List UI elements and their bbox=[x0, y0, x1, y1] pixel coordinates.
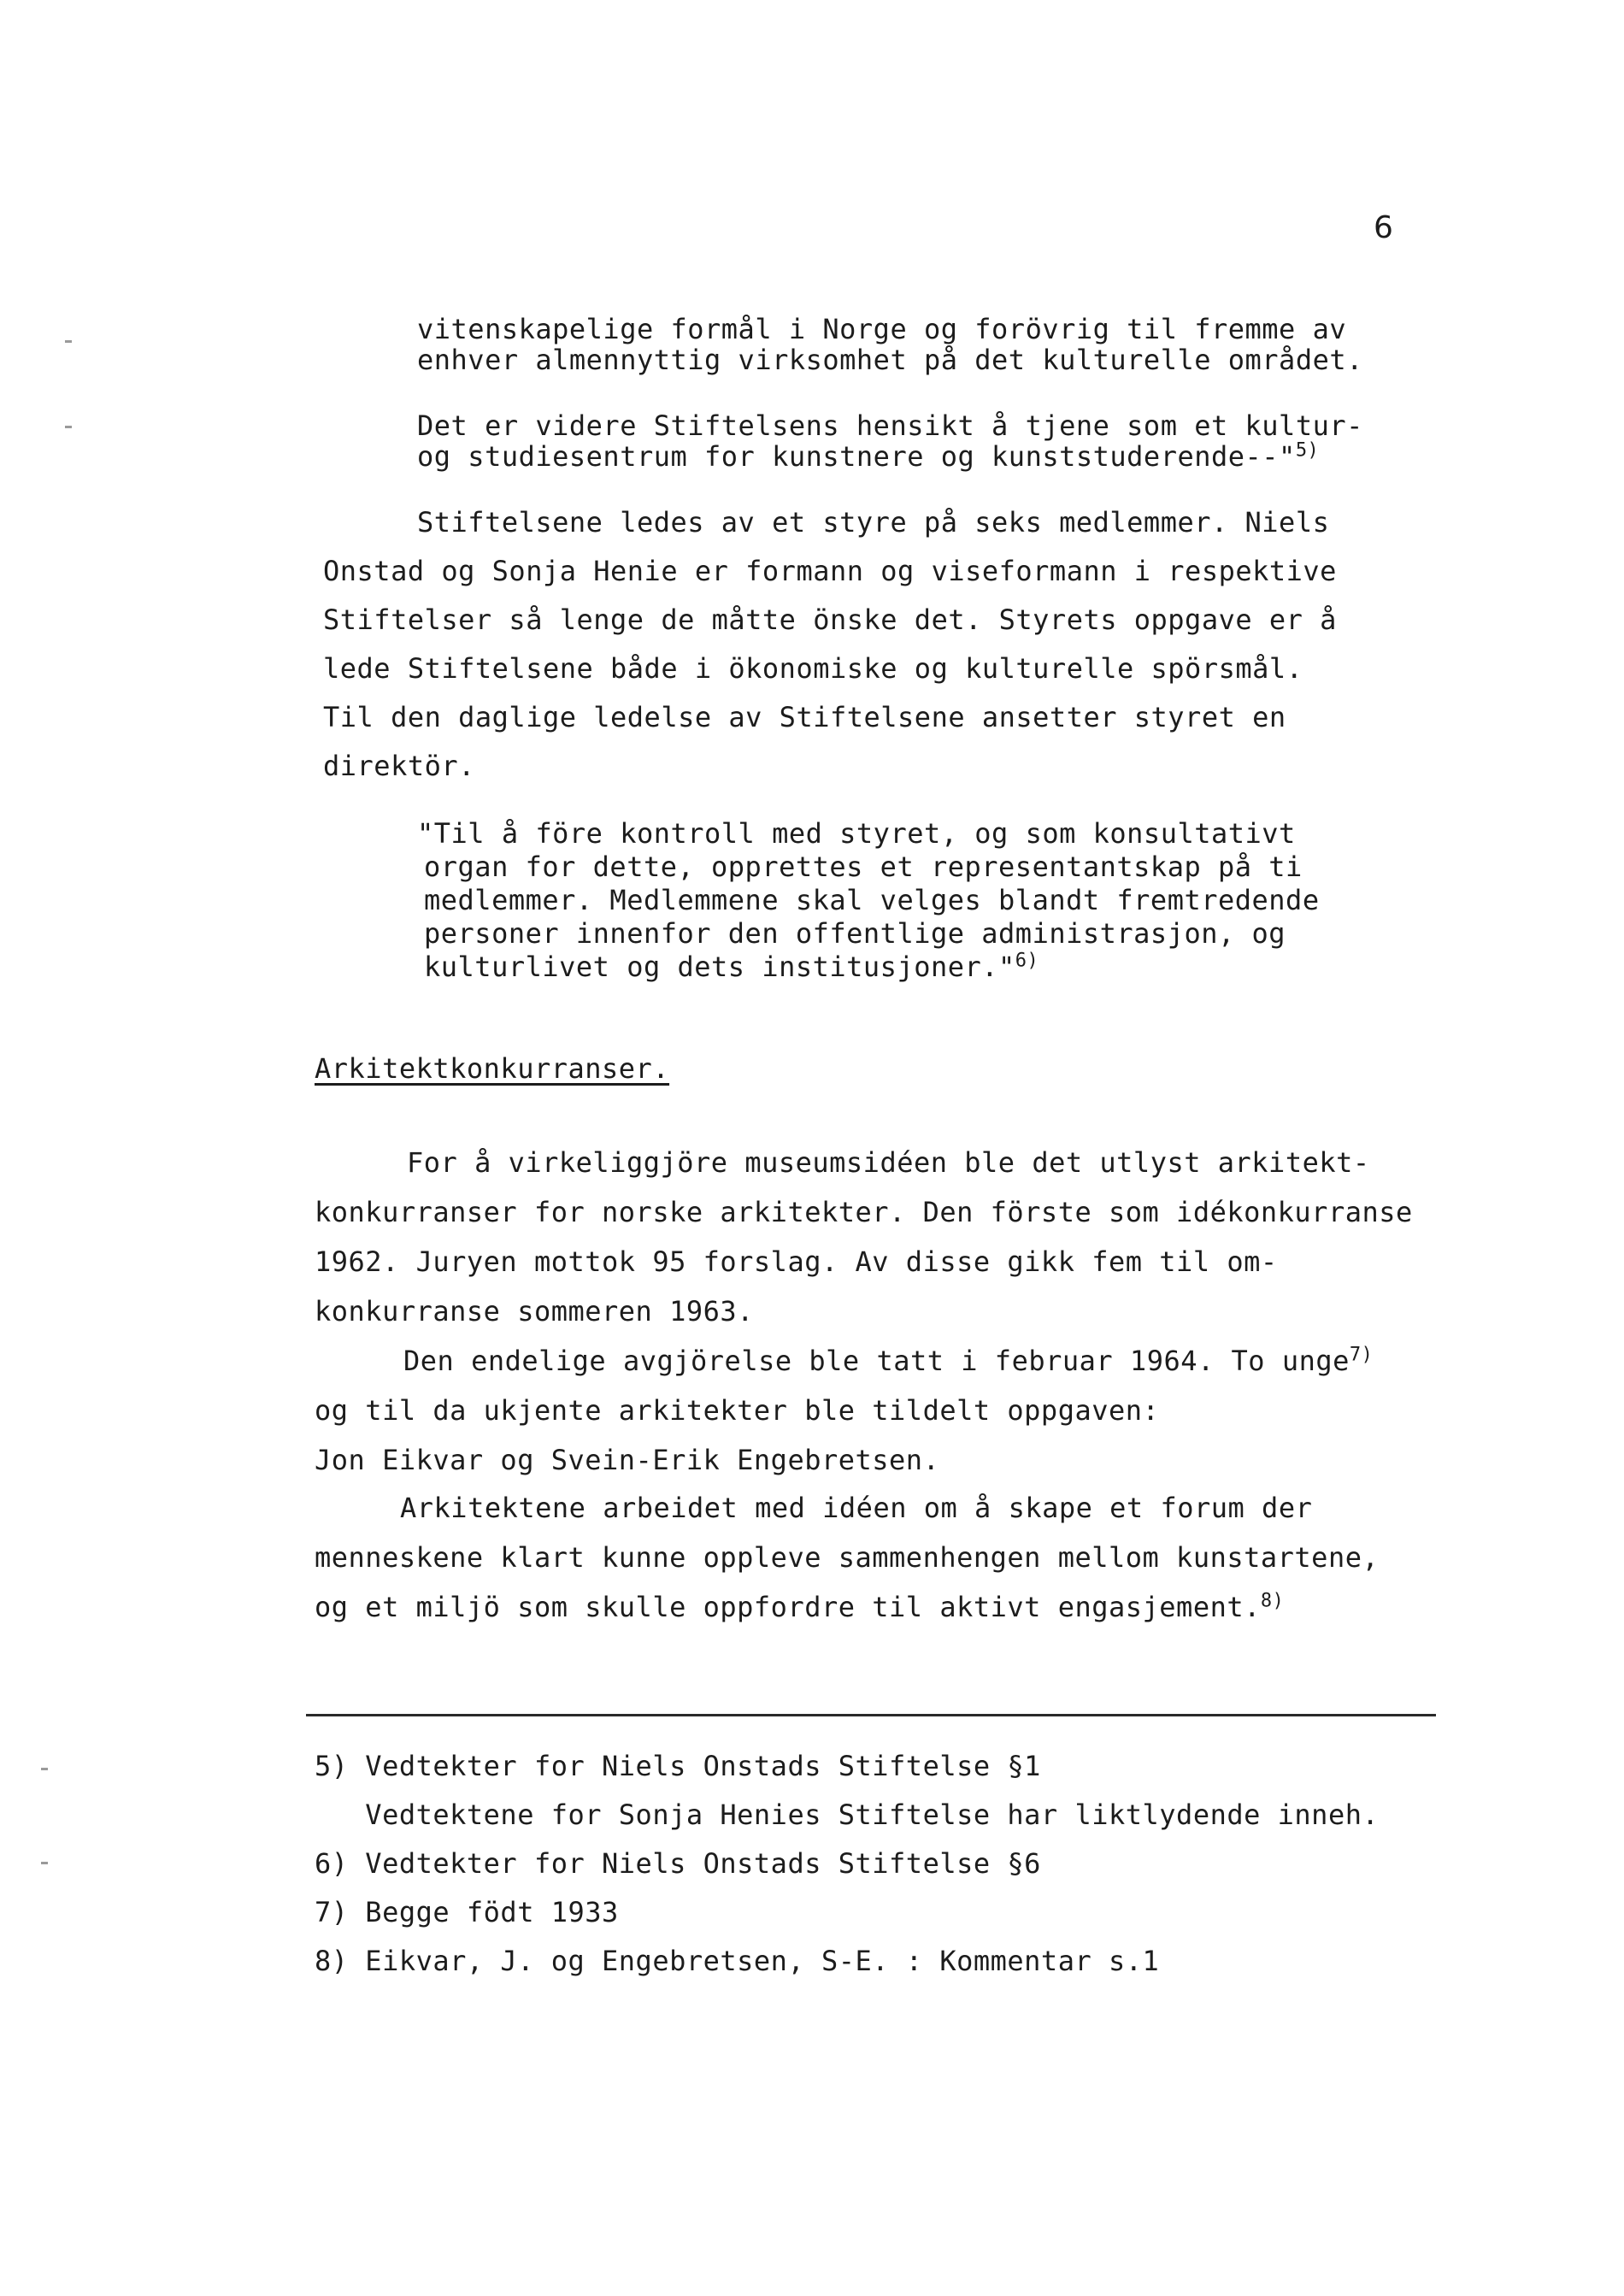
page-number: 6 bbox=[1374, 210, 1393, 245]
quote-line: personer innenfor den offentlige administrasjon, og bbox=[424, 917, 1286, 950]
footnote-ref: 5) bbox=[1295, 439, 1320, 462]
scan-mark bbox=[65, 340, 72, 343]
paragraph-line: konkurranser for norske arkitekter. Den förste som idékonkurranse bbox=[315, 1196, 1413, 1228]
quote-line: enhver almennyttig virksomhet på det kulturelle området. bbox=[417, 344, 1363, 376]
paragraph-line: direktör. bbox=[323, 750, 475, 782]
paragraph-line: Arkitektene arbeidet med idéen om å skape et forum der bbox=[400, 1492, 1313, 1524]
paragraph-text: og et miljö som skulle oppfordre til aktivt engasjement. bbox=[315, 1591, 1261, 1623]
footnote-ref: 8) bbox=[1260, 1590, 1285, 1612]
footnote-line: Vedtektene for Sonja Henies Stiftelse har liktlydende inneh. bbox=[315, 1799, 1380, 1831]
footnote-line: 5) Vedtekter for Niels Onstads Stiftelse §1 bbox=[315, 1750, 1041, 1782]
paragraph-line: konkurranse sommeren 1963. bbox=[315, 1295, 754, 1328]
footnote-divider bbox=[306, 1714, 1436, 1716]
paragraph-line: Jon Eikvar og Svein-Erik Engebretsen. bbox=[315, 1444, 940, 1476]
footnote-line: 7) Begge födt 1933 bbox=[315, 1896, 619, 1928]
paragraph-line bbox=[403, 1344, 1373, 1378]
section-heading: Arkitektkonkurranser. bbox=[315, 1052, 670, 1085]
paragraph-text: Den endelige avgjörelse ble tatt i februar 1964. To unge bbox=[403, 1345, 1350, 1377]
paragraph-line: Stiftelsene ledes av et styre på seks medlemmer. Niels bbox=[417, 506, 1330, 539]
footnote-line: 6) Vedtekter for Niels Onstads Stiftelse §6 bbox=[315, 1847, 1041, 1880]
footnote-ref: 6) bbox=[1015, 950, 1039, 972]
quote-line bbox=[424, 950, 1039, 984]
scan-mark bbox=[41, 1862, 48, 1864]
paragraph-line: og til da ukjente arkitekter ble tildelt oppgaven: bbox=[315, 1394, 1160, 1427]
paragraph-line: menneskene klart kunne oppleve sammenhengen mellom kunstartene, bbox=[315, 1541, 1380, 1574]
footnote-line: 8) Eikvar, J. og Engebretsen, S-E. : Kommentar s.1 bbox=[315, 1945, 1160, 1977]
paragraph-line: lede Stiftelsene både i ökonomiske og kulturelle spörsmål. bbox=[323, 652, 1303, 685]
quote-line: medlemmer. Medlemmene skal velges blandt fremtredende bbox=[424, 884, 1320, 916]
paragraph-line: Til den daglige ledelse av Stiftelsene ansetter styret en bbox=[323, 701, 1286, 733]
paragraph-line: Onstad og Sonja Henie er formann og viseformann i respektive bbox=[323, 555, 1337, 587]
paragraph-line: 1962. Juryen mottok 95 forslag. Av disse gikk fem til om- bbox=[315, 1245, 1278, 1278]
paragraph-line: For å virkeliggjöre museumsidéen ble det utlyst arkitekt- bbox=[407, 1146, 1370, 1179]
paragraph-line bbox=[315, 1590, 1284, 1624]
quote-line: organ for dette, opprettes et representantskap på ti bbox=[424, 851, 1303, 883]
quote-text: og studiesentrum for kunstnere og kunststuderende--" bbox=[417, 440, 1296, 473]
quote-line bbox=[417, 439, 1319, 474]
quote-line: Det er videre Stiftelsens hensikt å tjene som et kultur- bbox=[417, 409, 1363, 442]
paragraph-line: Stiftelser så lenge de måtte önske det. Styrets oppgave er å bbox=[323, 603, 1337, 636]
quote-line: "Til å före kontroll med styret, og som konsultativt bbox=[417, 817, 1296, 850]
quote-text: kulturlivet og dets institusjoner." bbox=[424, 951, 1015, 983]
footnote-ref: 7) bbox=[1349, 1344, 1374, 1366]
quote-line: vitenskapelige formål i Norge og forövrig til fremme av bbox=[417, 313, 1347, 345]
scan-mark bbox=[65, 426, 72, 428]
scan-mark bbox=[41, 1768, 48, 1770]
